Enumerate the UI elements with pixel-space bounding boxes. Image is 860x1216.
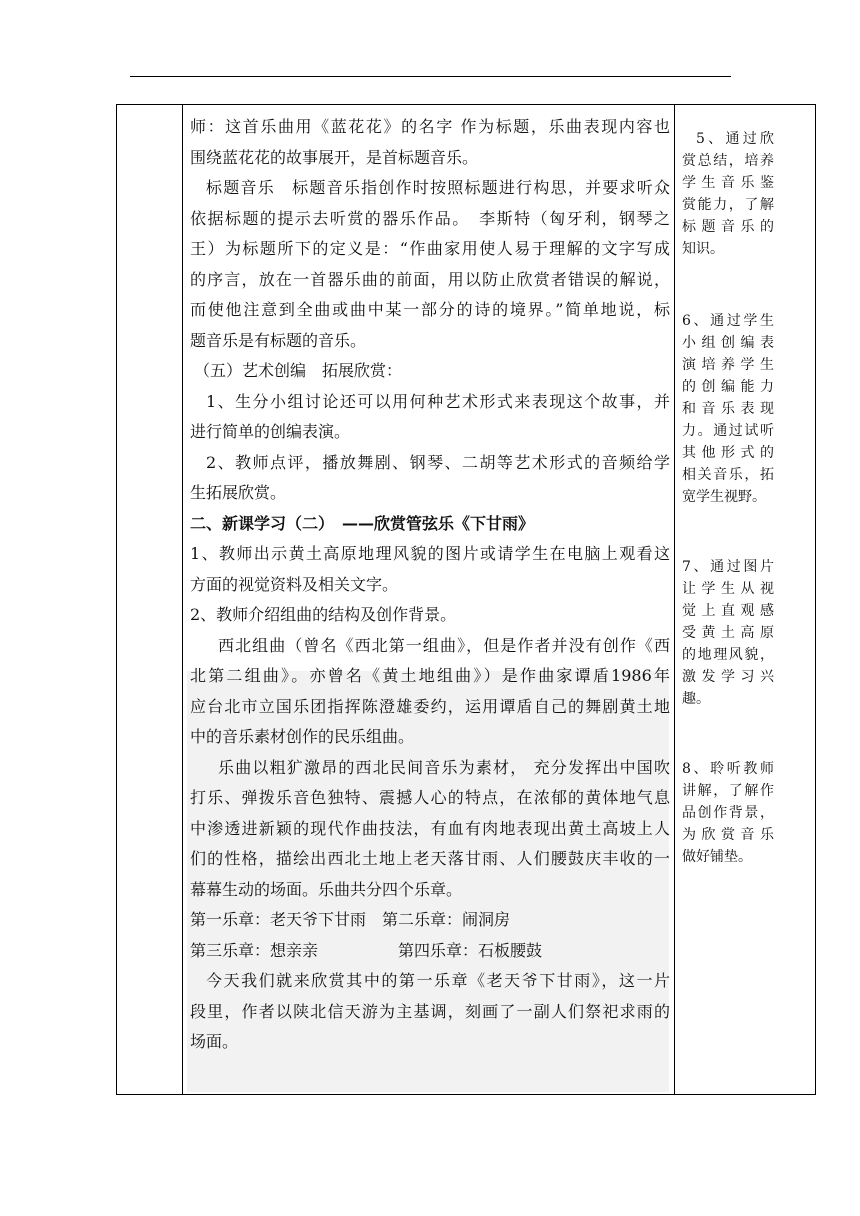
quoted-line: 西北组曲（曾名《西北第一组曲》，但是作者并没有创作《西 <box>218 635 670 655</box>
quoted-line: 段里，作者以陕北信天游为主基调，刻画了一副人们祭祀求雨的 <box>190 1001 670 1021</box>
quoted-line: 打乐、弹拨乐音色独特、震撼人心的特点，在浓郁的黄体地气息 <box>190 788 670 807</box>
note-line: 激发学习兴 <box>682 669 774 685</box>
movement-list: 第三乐章：想亲亲 第四乐章：石板腰鼓 <box>190 940 543 960</box>
lesson-content <box>190 112 670 1058</box>
text-line: 围绕蓝花花的故事展开，是首标题音乐。 <box>190 147 479 167</box>
note-line: 小组创编表 <box>682 335 774 351</box>
note-line: 觉上直观感 <box>682 603 774 619</box>
design-note-5 <box>682 128 774 260</box>
text-line: 生拓展欣赏。 <box>190 483 287 502</box>
text-line: 依据标题的提示去听赏的器乐作品。 李斯特（匈牙利，钢琴之 <box>190 208 670 228</box>
quoted-line: 场面。 <box>190 1032 239 1051</box>
note-line: 标题音乐的 <box>682 219 774 235</box>
note-line: 力。通过试听 <box>682 423 774 439</box>
note-line: 5、通过欣 <box>696 131 774 147</box>
column-divider-1 <box>182 104 183 1095</box>
design-note-8 <box>682 758 774 868</box>
text-line: 进行简单的创编表演。 <box>190 422 351 441</box>
note-line: 品创作背景， <box>682 805 774 821</box>
design-note-7 <box>682 556 774 710</box>
quoted-line: 们的性格，描绘出西北土地上老天落甘雨、人们腰鼓庆丰收的一 <box>190 849 670 868</box>
text-line: 而使他注意到全曲或曲中某一部分的诗的境界。”简单地说，标 <box>190 300 670 319</box>
table-top-border <box>116 104 816 105</box>
note-line: 让学生从视 <box>682 581 774 597</box>
note-line: 讲解，了解作 <box>682 783 774 799</box>
quoted-line: 乐曲以粗犷激昂的西北民间音乐为素材， 充分发挥出中国吹 <box>218 757 670 777</box>
note-line: 做好铺垫。 <box>682 849 752 865</box>
quoted-line: 幕幕生动的场面。乐曲共分四个乐章。 <box>190 879 463 899</box>
table-left-border <box>116 104 117 1095</box>
text-line: 2、教师点评，播放舞剧、钢琴、二胡等艺术形式的音频给学 <box>206 452 670 472</box>
text-line: 题音乐是有标题的音乐。 <box>190 330 367 350</box>
note-line: 演培养学生 <box>682 357 774 373</box>
quoted-line: 中渗透进新颖的现代作曲技法，有血有肉地表现出黄土高坡上人 <box>190 818 670 838</box>
text-line: 王）为标题所下的定义是：“作曲家用使人易于理解的文字写成 <box>190 239 670 258</box>
text-line: 1、教师出示黄土高原地理风貌的图片或请学生在电脑上观看这 <box>190 544 670 563</box>
note-line: 知识。 <box>682 241 724 257</box>
table-bottom-border <box>116 1094 816 1095</box>
note-line: 赏能力，了解 <box>682 197 774 213</box>
table-right-border <box>815 104 816 1095</box>
note-line: 相关音乐，拓 <box>682 467 774 483</box>
text-line: 2、教师介绍组曲的结构及创作背景。 <box>190 605 457 624</box>
note-line: 赏总结，培养 <box>682 153 774 169</box>
quoted-line: 北第二组曲》。亦曾名《黄土地组曲》）是作曲家谭盾1986年 <box>190 666 670 685</box>
note-line: 的创编能力 <box>682 379 774 395</box>
text-line: 方面的视觉资料及相关文字。 <box>190 574 399 594</box>
quoted-line: 应台北市立国乐团指挥陈澄雄委约，运用谭盾自己的舞剧黄土地 <box>190 696 670 716</box>
text-line: 师：这首乐曲用《蓝花花》的名字 作为标题，乐曲表现内容也 <box>190 117 670 136</box>
text-line: 的序言，放在一首器乐曲的前面，用以防止欣赏者错误的解说， <box>190 269 670 289</box>
note-line: 6、通过学生 <box>682 313 774 329</box>
column-divider-2 <box>674 104 675 1095</box>
section-heading: （五）艺术创编 拓展欣赏： <box>194 361 403 380</box>
design-note-6 <box>682 310 774 508</box>
quoted-line: 今天我们就来欣赏其中的第一乐章《老天爷下甘雨》，这一片 <box>206 971 670 990</box>
note-line: 其他形式的 <box>682 445 774 461</box>
note-line: 趣。 <box>682 691 710 707</box>
note-line: 为欣赏音乐 <box>682 827 774 843</box>
note-line: 宽学生视野。 <box>682 489 766 505</box>
quoted-line: 中的音乐素材创作的民乐组曲。 <box>190 727 415 746</box>
text-line: 1、生分小组讨论还可以用何种艺术形式来表现这个故事，并 <box>206 391 670 411</box>
movement-list: 第一乐章：老天爷下甘雨 第二乐章：闹洞房 <box>190 910 511 929</box>
note-line: 和音乐表现 <box>682 401 774 417</box>
note-line: 的地理风貌， <box>682 647 774 663</box>
header-rule <box>130 76 731 77</box>
note-line: 受黄土高原 <box>682 625 774 641</box>
note-line: 7、通过图片 <box>682 559 774 575</box>
new-lesson-heading: 二、新课学习（二） ——欣赏管弦乐《下甘雨》 <box>190 513 535 533</box>
text-line: 标题音乐 标题音乐指创作时按照标题进行构思，并要求听众 <box>206 178 670 197</box>
note-line: 8、聆听教师 <box>682 761 774 777</box>
note-line: 学生音乐鉴 <box>682 175 774 191</box>
